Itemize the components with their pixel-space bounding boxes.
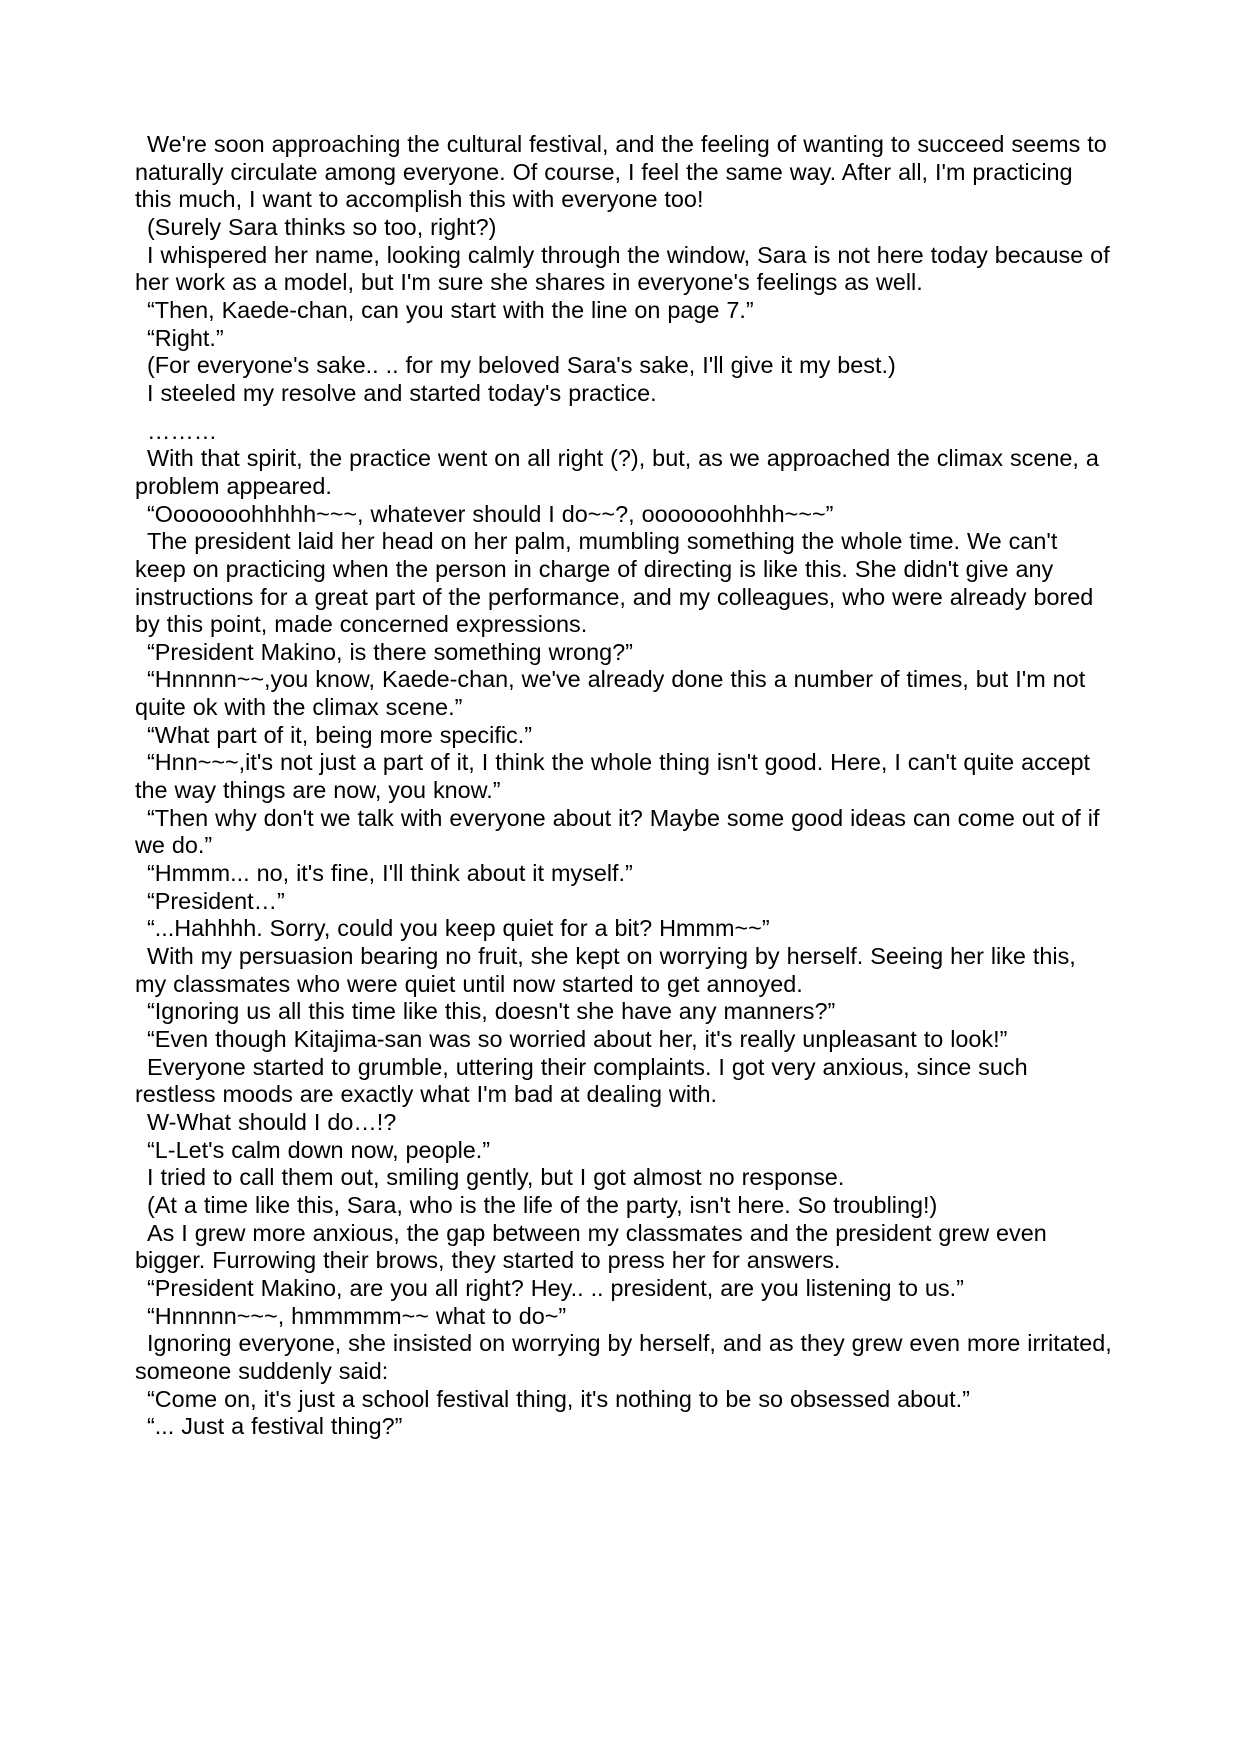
paragraph: “Hmmm... no, it's fine, I'll think about it myself.”: [147, 860, 633, 887]
paragraph: (For everyone's sake.. .. for my beloved Sara's sake, I'll give it my best.): [147, 352, 896, 379]
paragraph: With my persuasion bearing no fruit, she kept on worrying by herself. Seeing her like this, my classmates who were quiet until now started to get annoyed.: [135, 943, 1076, 997]
paragraph: “Hnnnnn~~~, hmmmmm~~ what to do~”: [147, 1302, 567, 1329]
paragraph: “Right.”: [147, 324, 224, 351]
paragraph: With that spirit, the practice went on all right (?), but, as we approached the climax scene, a problem appeared.: [135, 445, 1099, 499]
paragraph: “What part of it, being more specific.”: [147, 721, 532, 748]
paragraph: W-What should I do…!?: [147, 1108, 397, 1135]
paragraph: “...Hahhhh. Sorry, could you keep quiet for a bit? Hmmm~~”: [147, 915, 770, 942]
paragraph: “... Just a festival thing?”: [147, 1413, 403, 1440]
paragraph: “Then why don't we talk with everyone about it? Maybe some good ideas can come out of if we do.”: [135, 804, 1100, 859]
paragraph: “President Makino, are you all right? Hey.. .. president, are you listening to us.”: [147, 1274, 964, 1301]
paragraph: “Even though Kitajima-san was so worried about her, it's really unpleasant to look!”: [147, 1026, 1008, 1052]
paragraph: (At a time like this, Sara, who is the life of the party, isn't here. So troubling!): [147, 1191, 938, 1218]
paragraph: “L-Let's calm down now, people.”: [147, 1136, 491, 1163]
paragraph: As I grew more anxious, the gap between my classmates and the president grew even bigger. Furrowing their brows, they started to press her for answers.: [135, 1219, 1047, 1274]
paragraph: We're soon approaching the cultural festival, and the feeling of wanting to succeed seems to naturally circulate among everyone. Of course, I feel the same way. After all, I'm practicing this much, I want to accomplish this with everyone too!: [135, 131, 1107, 213]
paragraph: The president laid her head on her palm, mumbling something the whole time. We can't keep on practicing when the person in charge of directing is like this. She didn't give any instructions for a great part of the performance, and my colleagues, who were already bored by this point, made concerned expressions.: [135, 528, 1094, 638]
paragraph: “President Makino, is there something wrong?”: [147, 638, 633, 665]
paragraph: “Hnn~~~,it's not just a part of it, I think the whole thing isn't good. Here, I can't quite accept the way things are now, you know.”: [135, 749, 1091, 804]
paragraph: “President…”: [147, 887, 285, 914]
paragraph: “Come on, it's just a school festival thing, it's nothing to be so obsessed about.”: [147, 1385, 970, 1412]
paragraph: “Then, Kaede-chan, can you start with the line on page 7.”: [147, 296, 754, 323]
paragraph: “Hnnnnn~~,you know, Kaede-chan, we've already done this a number of times, but I'm not quite ok with the climax scene.”: [135, 666, 1086, 721]
paragraph: Everyone started to grumble, uttering their complaints. I got very anxious, since such restless moods are exactly what I'm bad at dealing with.: [135, 1053, 1028, 1108]
story-text: [135, 131, 1112, 1441]
paragraph: I steeled my resolve and started today's practice.: [147, 379, 657, 406]
paragraph: Ignoring everyone, she insisted on worrying by herself, and as they grew even more irritated, someone suddenly said:: [135, 1330, 1112, 1384]
paragraph: “Ignoring us all this time like this, doesn't she have any manners?”: [147, 998, 836, 1025]
paragraph: (Surely Sara thinks so too, right?): [147, 213, 497, 240]
paragraph: ………: [147, 417, 218, 444]
paragraph: “Ooooooohhhhh~~~, whatever should I do~~?, ooooooohhhh~~~”: [147, 500, 834, 527]
paragraph: I tried to call them out, smiling gently, but I got almost no response.: [147, 1164, 845, 1191]
paragraph: I whispered her name, looking calmly through the window, Sara is not here today because of her work as a model, but I'm sure she shares in everyone's feelings as well.: [135, 241, 1110, 296]
